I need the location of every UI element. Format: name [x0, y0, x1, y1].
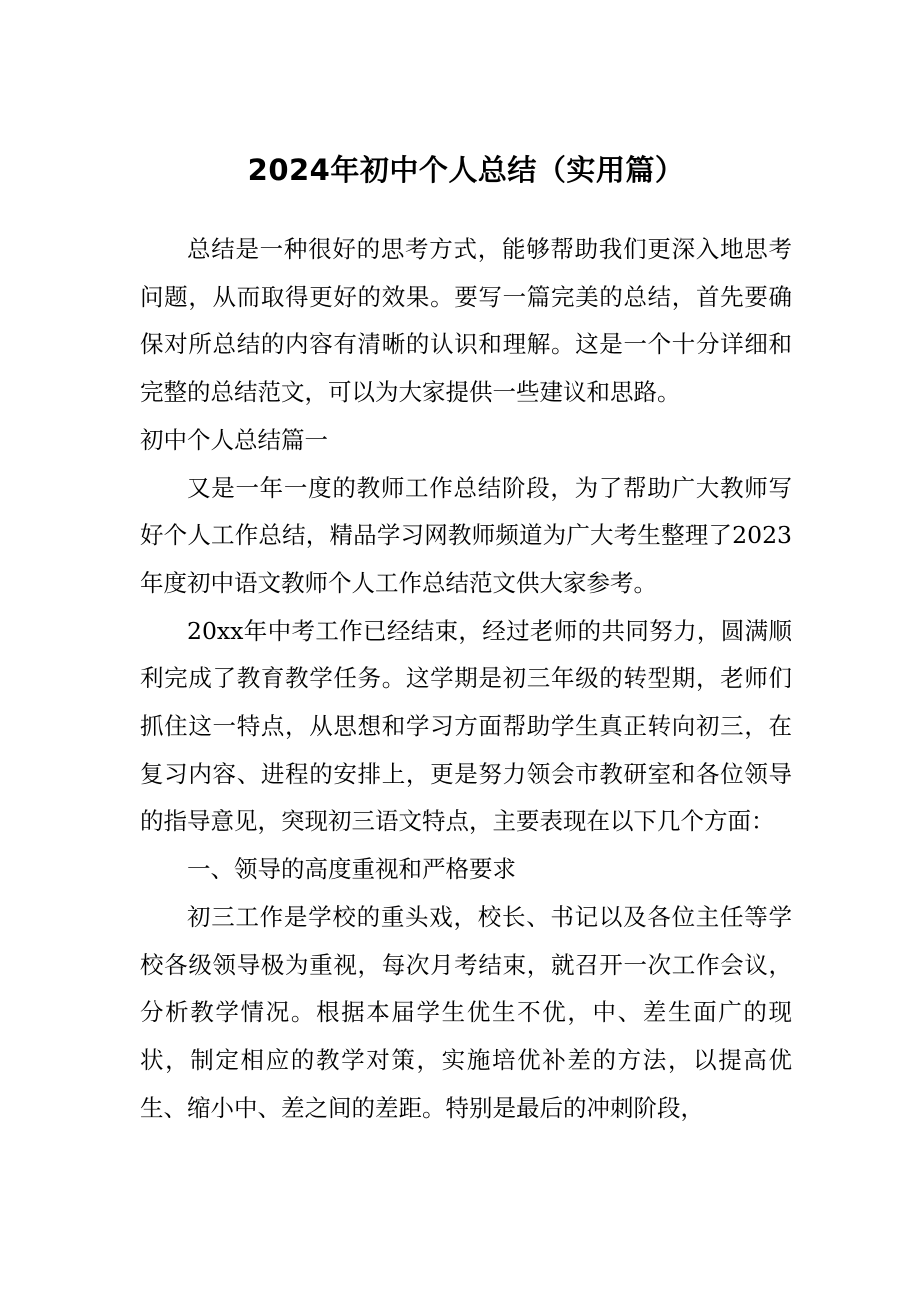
paragraph: 20xx年中考工作已经结束，经过老师的共同努力，圆满顺利完成了教育教学任务。这学期是初三年级的转型期，老师们抓住这一特点，从思想和学习方面帮助学生真正转向初三，在复习内容、进程的安排上，更是努力领会市教研室和各位领导的指导意见，突现初三语文特点，主要表现在以下几个方面： [140, 616, 792, 836]
paragraph-intro: 总结是一种很好的思考方式，能够帮助我们更深入地思考问题，从而取得更好的效果。要写一篇完美的总结，首先要确保对所总结的内容有清晰的认识和理解。这是一个十分详细和完整的总结范文，可以为大家提供一些建议和思路。 [140, 235, 792, 407]
paragraph: 又是一年一度的教师工作总结阶段，为了帮助广大教师写好个人工作总结，精品学习网教师频道为广大考生整理了2023年度初中语文教师个人工作总结范文供大家参考。 [140, 473, 792, 597]
section-heading: 初中个人总结篇一 [140, 425, 328, 454]
document-title: 2024年初中个人总结（实用篇） [247, 153, 685, 187]
document-body [140, 226, 792, 1132]
paragraph: 初三工作是学校的重头戏，校长、书记以及各位主任等学校各级领导极为重视，每次月考结束，就召开一次工作会议，分析教学情况。根据本届学生优生不优，中、差生面广的现状，制定相应的教学对策，实施培优补差的方法，以提高优生、缩小中、差之间的差距。特别是最后的冲刺阶段， [140, 902, 792, 1122]
subsection-heading: 一、领导的高度重视和严格要求 [187, 855, 516, 884]
